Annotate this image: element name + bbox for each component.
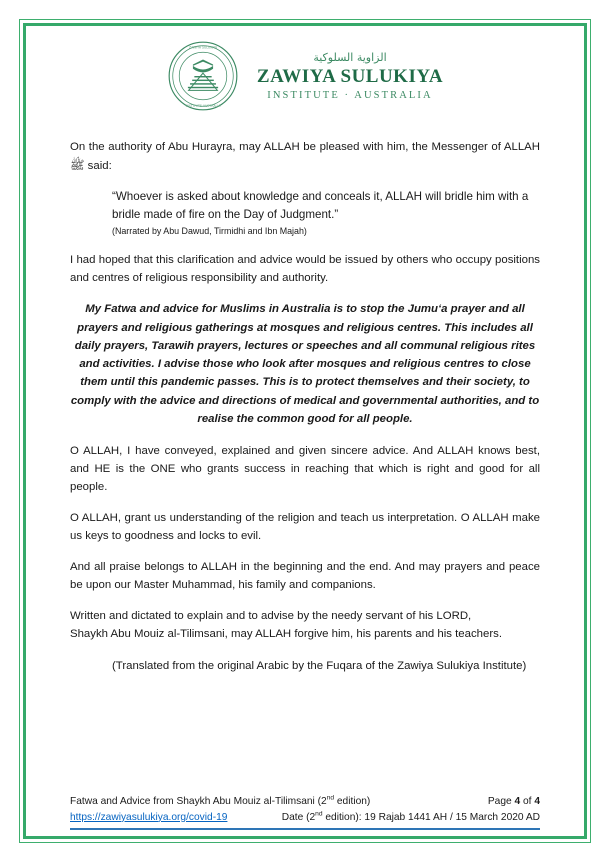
- footer-page-number: [488, 795, 540, 810]
- footer-row-bottom: [70, 811, 540, 826]
- footer-separator-rule: [70, 828, 540, 830]
- page-current: 4: [514, 796, 521, 807]
- letterhead-institute-name: ZAWIYA SULUKIYA: [256, 65, 444, 87]
- intro-end-text: said:: [87, 160, 112, 173]
- footer-title-ordinal: nd: [326, 794, 335, 802]
- footer-title-suffix: edition): [334, 796, 371, 807]
- footer-date-suffix: edition): 19 Rajab 1441 AH / 15 March 2020 AD: [322, 811, 540, 823]
- footer-url-link[interactable]: https://zawiyasulukiya.org/covid-19: [70, 811, 228, 823]
- translator-note: (Translated from the original Arabic by the Fuqara of the Zawiya Sulukiya Institute): [112, 659, 527, 672]
- hadith-quote-block: [70, 188, 540, 238]
- letterhead: [70, 40, 540, 112]
- paragraph-hoped: I had hoped that this clarification and advice would be issued by others who occupy positions and centres of religious responsibility and authority.: [70, 254, 540, 285]
- page-of: of: [520, 796, 535, 807]
- letterhead-arabic-name: الزاوية السلوكية: [313, 50, 387, 64]
- svg-text:ZAWIYA SULUKIYA: ZAWIYA SULUKIYA: [188, 45, 217, 50]
- hadith-quote-source: (Narrated by Abu Dawud, Tirmidhi and Ibn Majah): [112, 225, 307, 236]
- letterhead-text: [257, 51, 443, 102]
- paragraph-dua-conveyed: O ALLAH, I have conveyed, explained and given sincere advice. And ALLAH knows best, and HE is the ONE who grants success in reaching that which is right and good for all people.: [70, 445, 540, 494]
- page-total: 4: [534, 796, 540, 807]
- page-label: Page: [487, 796, 515, 807]
- letterhead-tagline: INSTITUTE · AUSTRALIA: [267, 90, 433, 102]
- paragraph-intro: [70, 138, 540, 175]
- document-content: [70, 40, 540, 675]
- intro-text: On the authority of Abu Hurayra, may ALLAH be pleased with him, the Messenger of ALLAH: [70, 141, 540, 153]
- zawiya-circular-emblem-icon: [167, 40, 239, 112]
- fatwa-statement: My Fatwa and advice for Muslims in Australia is to stop the Jumu‘a prayer and all prayers and religious gatherings at mosques and religious centres. This includes all daily prayers, Tarawih prayers, lectures or speeches and all communal religious rites and activities. I advise those who look after mosques and religious centres to close them until this pandemic passes. This is to protect themselves and their society, to comply with the advice and directions of medical and governmental authorities, and to realise the common good for all people.: [70, 303, 540, 425]
- footer-title-prefix: Fatwa and Advice from Shaykh Abu Mouiz al-Tilimsani (2: [70, 796, 327, 807]
- footer-date: [282, 811, 540, 826]
- paragraph-praise: And all praise belongs to ALLAH in the beginning and the end. And may prayers and peace be upon our Master Muhammad, his family and companions.: [70, 561, 540, 592]
- footer-row-top: [70, 795, 540, 810]
- signature-block: [70, 607, 540, 644]
- signature-line-2: Shaykh Abu Mouiz al-Tilimsani, may ALLAH forgive him, his parents and his teachers.: [70, 628, 502, 641]
- page-footer: [70, 795, 540, 826]
- svg-text:INSTITUTE AUSTRALIA: INSTITUTE AUSTRALIA: [185, 103, 221, 108]
- paragraph-dua-understanding: O ALLAH, grant us understanding of the religion and teach us interpretation. O ALLAH make us keys to goodness and locks to evil.: [70, 512, 540, 543]
- signature-line-1: Written and dictated to explain and to advise by the needy servant of his LORD,: [70, 610, 472, 623]
- hadith-quote-text: “Whoever is asked about knowledge and conceals it, ALLAH will bridle him with a bridle made of fire on the Day of Judgment.”: [112, 190, 529, 221]
- footer-document-title: [70, 795, 370, 810]
- footer-date-prefix: Date (2: [281, 811, 316, 823]
- sallallahu-glyph-icon: ﷺ: [70, 158, 85, 173]
- footer-date-ordinal: nd: [315, 810, 323, 818]
